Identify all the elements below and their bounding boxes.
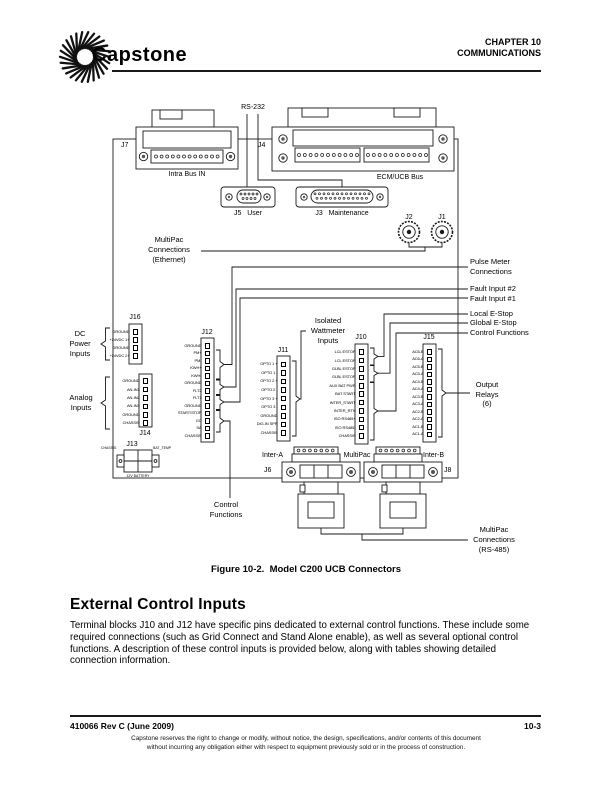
pin-square (143, 412, 149, 418)
pin-square (427, 349, 433, 355)
rs232-label: RS-232 (241, 104, 265, 111)
pin-row (382, 386, 432, 394)
pin-label: AC2-A (412, 416, 424, 422)
pin-label: GC (195, 417, 202, 423)
rs485-line (321, 528, 468, 540)
pin-row (310, 432, 364, 440)
pin-row (382, 431, 432, 439)
pin-square (133, 337, 139, 343)
pin-row (382, 371, 432, 379)
pin-row (382, 356, 432, 364)
pin-row (382, 393, 432, 401)
j1-label: J1 (438, 214, 446, 221)
chapter-header (380, 37, 541, 59)
pin-label: SA (196, 425, 202, 431)
pin-label: AC1-A (412, 431, 424, 437)
pin-label: LCL ESTOP (334, 349, 356, 355)
pin-label: ISO RS485+ (333, 416, 356, 422)
pin-label: OPTO 3 + (260, 395, 278, 401)
j10-terminal-block (310, 348, 364, 440)
pin-row (106, 352, 138, 360)
analog-annotation: Analog Inputs (69, 393, 93, 412)
pin-square (281, 362, 287, 368)
pin-row (310, 348, 364, 356)
j11-label: J11 (277, 347, 289, 354)
pin-row (160, 380, 210, 388)
pin-square (205, 411, 211, 417)
pin-square (281, 387, 287, 393)
pin-label: AN-IN1 (126, 386, 140, 392)
pin-square (205, 351, 211, 357)
j2-label: J2 (405, 214, 413, 221)
pin-label: GROUND (184, 380, 202, 386)
pin-row (240, 369, 286, 378)
output-relays-annotation: Output Relays (6) (475, 380, 499, 408)
footer-rule (70, 715, 541, 717)
ethernet-annotation: MultiPac Connections (Ethernet) (148, 235, 190, 264)
pin-label: FLT2 (192, 387, 202, 393)
j5-connector (221, 187, 275, 207)
pin-square (427, 387, 433, 393)
pin-label: GROUND (122, 378, 140, 384)
pin-square (427, 379, 433, 385)
pin-row (310, 365, 364, 373)
j5-caption: J5 User (233, 210, 262, 217)
pin-label: GROUND (260, 412, 278, 418)
rs485-annotation: MultiPac Connections (RS-485) (473, 525, 515, 554)
pin-label: CHASSIS (122, 420, 140, 426)
pin-row (382, 378, 432, 386)
pin-square (143, 387, 149, 393)
pin-square (281, 379, 287, 385)
pin-label: OPTO 2 - (261, 387, 278, 393)
footer-page-number: 10-3 (523, 721, 541, 731)
pin-square (427, 409, 433, 415)
pin-square (205, 403, 211, 409)
j7-caption: Intra Bus IN (168, 171, 206, 178)
pin-square (205, 366, 211, 372)
j16-terminal-block (106, 328, 138, 360)
pin-row (106, 336, 138, 344)
pin-row (160, 350, 210, 358)
pin-square (359, 417, 365, 423)
j3-connector (296, 187, 388, 207)
j13-battery-label: 12V BATTERY (126, 474, 150, 478)
pin-square (281, 422, 287, 428)
j7-label: J7 (121, 142, 129, 149)
pin-label: +24VDC 1+ (109, 337, 130, 342)
pin-row (382, 423, 432, 431)
pin-square (205, 396, 211, 402)
fault2-annotation: Fault Input #2 (470, 284, 516, 293)
pin-row (106, 328, 138, 336)
global-estop-annotation: Global E-Stop (470, 318, 517, 327)
multipac-label: MultiPac (343, 452, 371, 459)
pin-square (205, 426, 211, 432)
pin-square (359, 400, 365, 406)
pin-label: +24VDC 2+ (109, 353, 130, 358)
pin-square (143, 395, 149, 401)
pin-square (205, 343, 211, 349)
pin-label: OPTO 3 - (261, 404, 278, 410)
j13-connector (117, 450, 159, 472)
pin-square (133, 353, 139, 359)
pin-label: CHASSIS (338, 433, 356, 439)
header-rule (112, 70, 541, 72)
pin-row (310, 373, 364, 381)
pin-square (205, 388, 211, 394)
pin-row (382, 401, 432, 409)
pin-row (160, 417, 210, 425)
pin-row (240, 394, 286, 403)
pin-row (310, 398, 364, 406)
pin-label: AC3-A (412, 401, 424, 407)
pin-label: GROUND (184, 402, 202, 408)
pin-square (359, 391, 365, 397)
pin-square (133, 329, 139, 335)
pin-square (427, 357, 433, 363)
pin-label: INTER_RTN (334, 407, 356, 413)
j12-label: J12 (201, 329, 213, 336)
pin-label: OPTO 2 + (260, 378, 278, 384)
pin-row (108, 419, 148, 427)
pin-label: CHASSIS (184, 432, 202, 438)
pin-square (427, 372, 433, 378)
pin-square (281, 396, 287, 402)
pin-square (143, 378, 149, 384)
pin-square (359, 433, 365, 439)
pin-label: AN-IN2 (126, 394, 140, 400)
pin-square (427, 402, 433, 408)
j15-label: J15 (423, 334, 435, 341)
pin-row (160, 395, 210, 403)
pin-row (240, 360, 286, 369)
section-heading: External Control Inputs (70, 596, 246, 613)
j4-caption: ECM/UCB Bus (376, 174, 424, 181)
pin-label: OPTO 1 - (261, 369, 278, 375)
pin-row (160, 342, 210, 350)
control-functions-annotation: Control Functions (470, 328, 529, 337)
j13-label: J13 (126, 441, 138, 448)
pin-label: KWH+ (190, 365, 202, 371)
pin-row (108, 385, 148, 393)
j4-connector (272, 108, 454, 171)
pin-row (160, 425, 210, 433)
pin-label: AUX BAT PWR (329, 382, 356, 388)
pin-row (240, 429, 286, 438)
pin-square (427, 417, 433, 423)
j11-terminal-block (240, 360, 286, 437)
control-functions-bottom-annotation: Control Functions (209, 500, 243, 519)
pin-square (281, 413, 287, 419)
pin-square (359, 383, 365, 389)
j12-terminal-block (160, 342, 210, 440)
pin-square (143, 420, 149, 426)
pin-square (427, 394, 433, 400)
pin-row (108, 377, 148, 385)
pin-label: PM- (194, 357, 202, 363)
pin-row (160, 365, 210, 373)
pin-square (359, 425, 365, 431)
inter-a-label: Inter-A (262, 452, 284, 459)
pin-label: AC5-B (412, 363, 424, 369)
j4-label: J4 (258, 142, 266, 149)
j11-bracket (292, 331, 306, 436)
brand-wordmark: Capstone (92, 44, 188, 66)
pin-label: START/STOP (177, 410, 202, 416)
dc-power-annotation: DC Power Inputs (69, 329, 91, 358)
pin-row (160, 372, 210, 380)
pin-row (160, 357, 210, 365)
j1-connector (432, 222, 453, 243)
pin-row (108, 394, 148, 402)
j12-brackets (216, 350, 230, 498)
j10-label: J10 (355, 334, 367, 341)
j6-label: J6 (264, 467, 272, 474)
pin-label: LCL ESTOP (334, 357, 356, 363)
pin-square (359, 408, 365, 414)
pin-square (359, 375, 365, 381)
pin-label: AN-IN3 (126, 403, 140, 409)
inter-b-label: Inter-B (423, 452, 445, 459)
pin-label: OPTO 1 + (260, 361, 278, 367)
pin-label: GROUND (112, 345, 130, 350)
pin-row (160, 402, 210, 410)
j15-terminal-block (382, 348, 432, 438)
pin-label: AC4-B (412, 378, 424, 384)
pin-label: ISO RS485- (334, 424, 356, 430)
pin-row (382, 363, 432, 371)
pin-label: PM+ (193, 350, 202, 356)
pin-label: DIG-IN SPR (256, 421, 278, 427)
j13-battemp-label: BAT_TEMP (153, 446, 172, 450)
chapter-line2: COMMUNICATIONS (457, 48, 541, 58)
wattmeter-annotation: Isolated Wattmeter Inputs (310, 316, 346, 345)
pin-square (205, 381, 211, 387)
pin-label: CHASSIS (260, 430, 278, 436)
footer-doc-id: 410066 Rev C (June 2009) (70, 721, 174, 731)
footer-disclaimer: Capstone reserves the right to change or modify, without notice, the design, specifications, and/or contents of this document without incurring any obligation either with respect to equipment previously sold or in the process of construction. (131, 735, 481, 751)
pin-label: GLBL ESTOP (331, 365, 356, 371)
j2-connector (399, 222, 420, 243)
pin-square (427, 364, 433, 370)
pin-square (359, 366, 365, 372)
j14-terminal-block (108, 377, 148, 427)
pin-row (382, 348, 432, 356)
pin-row (310, 390, 364, 398)
pin-square (281, 370, 287, 376)
pin-label: AC3-B (412, 393, 424, 399)
section-body: Terminal blocks J10 and J12 have specific pins dedicated to external control functions. These include some required connections (such as Grid Connect and Stand Alone enable), as well as several optional control functions. A description of these control inputs is provided below, along with tables showing detailed connection information. (70, 620, 530, 667)
pin-label: GLBL ESTOP (331, 374, 356, 380)
pin-label: GROUND (112, 329, 130, 334)
pin-square (359, 349, 365, 355)
pin-label: AC4-A (412, 386, 424, 392)
local-estop-annotation: Local E-Stop (470, 309, 513, 318)
figure-caption: Figure 10-2. Model C200 UCB Connectors (210, 564, 402, 575)
pin-row (160, 387, 210, 395)
pin-row (310, 356, 364, 364)
pin-square (427, 424, 433, 430)
pin-square (205, 358, 211, 364)
pin-row (160, 432, 210, 440)
pin-label: GROUND (122, 411, 140, 417)
pin-square (427, 432, 433, 438)
pin-row (240, 403, 286, 412)
pin-label: AC5-A (412, 371, 424, 377)
pin-row (160, 410, 210, 418)
pin-row (240, 412, 286, 421)
pin-row (240, 377, 286, 386)
j3-caption: J3 Maintenance (315, 210, 369, 217)
pin-row (106, 344, 138, 352)
pin-label: GROUND (184, 342, 202, 348)
fault1-annotation: Fault Input #1 (470, 294, 516, 303)
pin-square (205, 418, 211, 424)
pin-label: BAT START (335, 391, 356, 397)
j16-label: J16 (129, 314, 141, 321)
pin-row (310, 382, 364, 390)
j7-connector (136, 110, 238, 169)
chapter-line1: CHAPTER 10 (484, 37, 541, 47)
pin-square (359, 358, 365, 364)
j8-label: J8 (444, 467, 452, 474)
pin-square (205, 373, 211, 379)
pin-row (382, 408, 432, 416)
j13-chassis-label: CHASSIS (101, 446, 117, 450)
pin-label: INTER_START (329, 399, 356, 405)
pin-row (310, 424, 364, 432)
j10-brackets (370, 348, 378, 440)
pin-square (281, 430, 287, 436)
pin-label: AC1-B (412, 423, 424, 429)
pin-label: AC6-B (412, 348, 424, 354)
pin-square (133, 345, 139, 351)
pin-row (108, 411, 148, 419)
pin-row (310, 415, 364, 423)
pin-label: AC6-A (412, 356, 424, 362)
pulse-meter-annotation: Pulse Meter Connections (470, 257, 512, 276)
pin-row (382, 416, 432, 424)
pin-label: AC2-B (412, 408, 424, 414)
pin-label: KWH- (191, 372, 202, 378)
pin-row (240, 420, 286, 429)
pin-square (205, 433, 211, 439)
pin-row (108, 402, 148, 410)
pin-row (240, 386, 286, 395)
j14-label: J14 (139, 430, 151, 437)
pin-square (281, 405, 287, 411)
ethernet-line (201, 243, 442, 251)
pin-row (310, 407, 364, 415)
pin-label: FLT1 (192, 395, 202, 401)
pin-square (143, 404, 149, 410)
